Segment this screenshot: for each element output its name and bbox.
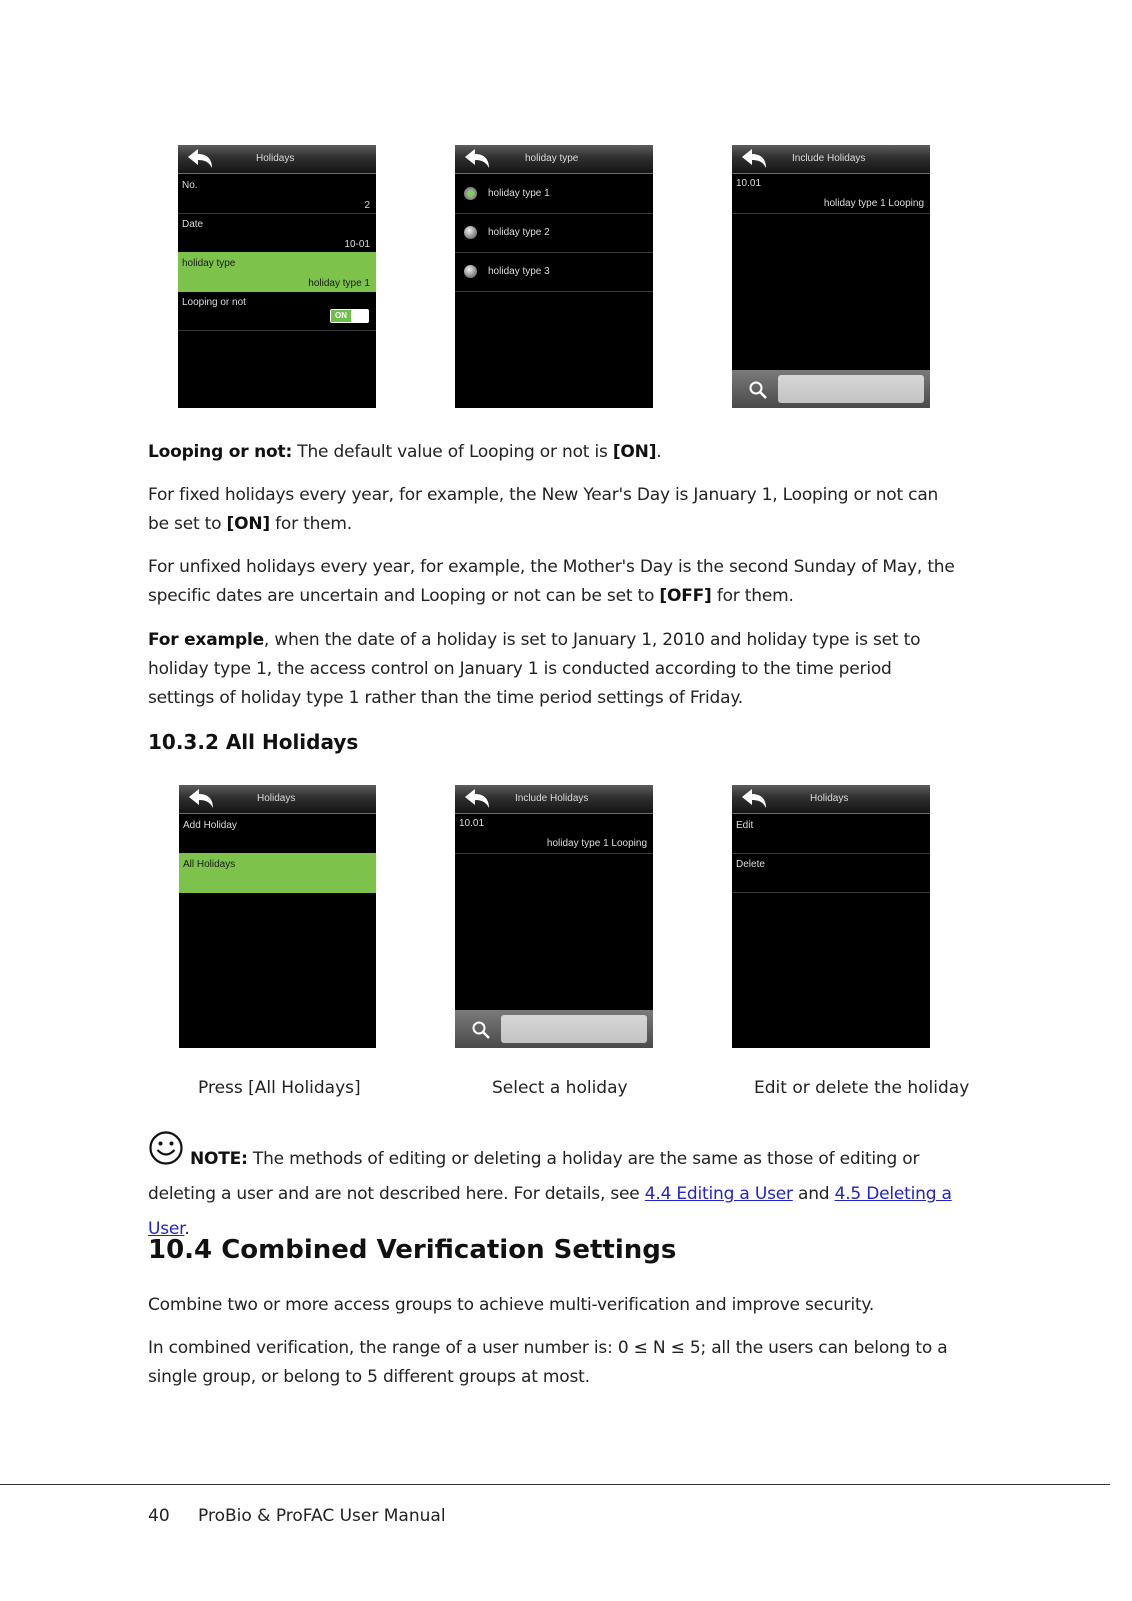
screen-include-holidays [732,145,930,408]
para-bold: For example [148,630,264,650]
holiday-entry[interactable] [732,174,930,214]
toggle-state: ON [331,310,351,322]
para-combine: Combine two or more access groups to achieve multi-verification and improve security. [148,1295,875,1315]
para-example [148,626,962,713]
option-label: holiday type 1 [488,188,550,199]
search-icon[interactable] [471,1020,491,1040]
note-text: The methods of editing or deleting a holiday are the same as those of editing or deleting a user and are not described here. For details, see [148,1149,920,1204]
back-arrow-icon[interactable] [463,788,491,810]
para-text: For fixed holidays every year, for example, the New Year's Day is January 1, Looping or not can be set to [148,485,939,534]
screen-holidays-menu [179,785,376,1048]
screen-title: holiday type [525,153,579,164]
caption-select-holiday: Select a holiday [492,1078,628,1098]
menu-add-holiday[interactable] [179,814,376,854]
back-arrow-icon[interactable] [740,788,768,810]
screen-title: Include Holidays [792,153,866,164]
para-text: , when the date of a holiday is set to January 1, 2010 and holiday type is set to holiday type 1, the access control on January 1 is conducted according to the time period settings of holiday type 1 rather than the time period settings of Friday. [148,630,921,708]
row-no[interactable] [178,174,376,214]
para-looping [148,438,962,467]
back-arrow-icon[interactable] [740,148,768,170]
looping-toggle[interactable] [330,309,369,323]
row-value: 2 [364,200,370,211]
para-value: [ON] [612,442,657,462]
row-label: holiday type [182,258,236,269]
page-number: 40 [148,1506,170,1526]
radio-selected-icon [464,187,477,200]
para-range: In combined verification, the range of a user number is: 0 ≤ N ≤ 5; all the users can belong to a single group, or belong to 5 different groups at most. [148,1338,948,1387]
option-holiday-type-2[interactable] [455,213,653,253]
row-value: holiday type 1 [308,278,370,289]
top-bar [455,145,653,174]
heading-all-holidays: 10.3.2 All Holidays [148,730,359,754]
para-text: For unfixed holidays every year, for example, the Mother's Day is the second Sunday of May, the specific dates are uncertain and Looping or not can be set to [148,557,955,606]
screen-title: Holidays [256,153,295,164]
link-deleting-user[interactable]: 4.5 Deleting a User [148,1184,952,1239]
menu-label: Add Holiday [183,820,237,831]
para-text: for them. [711,586,794,606]
menu-edit[interactable] [732,814,930,854]
radio-icon [464,265,477,278]
caption-edit-delete: Edit or delete the holiday [754,1078,970,1098]
option-holiday-type-3[interactable] [455,252,653,292]
note-text: . [184,1219,190,1239]
para-unfixed [148,553,962,611]
option-holiday-type-1[interactable] [455,174,653,214]
entry-info: holiday type 1 Looping [823,198,924,209]
row-holiday-type[interactable] [178,252,376,292]
row-looping[interactable] [178,291,376,331]
top-bar [732,145,930,174]
option-label: holiday type 2 [488,227,550,238]
para-text: for them. [269,514,352,534]
heading-combined-verification: 10.4 Combined Verification Settings [148,1235,677,1265]
search-bar [732,370,930,408]
note-bold: NOTE: [190,1149,248,1169]
menu-delete[interactable] [732,853,930,893]
menu-label: Delete [736,859,765,870]
screen-holidays-edit-delete [732,785,930,1048]
para-fixed [148,481,962,539]
back-arrow-icon[interactable] [187,788,215,810]
search-bar [455,1010,653,1048]
search-input[interactable] [501,1015,647,1043]
row-label: No. [182,180,198,191]
top-bar [732,785,930,814]
screen-title: Holidays [257,793,296,804]
top-bar [178,145,376,174]
screen-title: Include Holidays [515,793,589,804]
holiday-entry[interactable] [455,814,653,854]
option-label: holiday type 3 [488,266,550,277]
back-arrow-icon[interactable] [186,148,214,170]
menu-label: All Holidays [183,859,236,870]
note-text: and [792,1184,835,1204]
row-label: Date [182,219,204,230]
caption-press-all-holidays: Press [All Holidays] [198,1078,361,1098]
entry-date: 10.01 [459,818,485,829]
footer-title: ProBio & ProFAC User Manual [198,1506,446,1526]
radio-icon [464,226,477,239]
footer-divider [0,1484,1110,1485]
back-arrow-icon[interactable] [463,148,491,170]
screen-title: Holidays [810,793,849,804]
entry-date: 10.01 [736,178,762,189]
menu-all-holidays[interactable] [179,853,376,893]
screen-holiday-type [455,145,653,408]
link-editing-user[interactable]: 4.4 Editing a User [644,1184,793,1204]
row-label: Looping or not [182,297,246,308]
top-bar [455,785,653,814]
para-value: [OFF] [659,586,712,606]
para-value: [ON] [226,514,270,534]
para-text: The default value of Looping or not is [292,442,613,462]
search-icon[interactable] [748,380,768,400]
para-bold: Looping or not: [148,442,293,462]
row-date[interactable] [178,213,376,253]
menu-label: Edit [736,820,754,831]
search-input[interactable] [778,375,924,403]
top-bar [179,785,376,814]
row-value: 10-01 [344,239,370,250]
note [148,1142,962,1247]
entry-info: holiday type 1 Looping [546,838,647,849]
screen-include-holidays-2 [455,785,653,1048]
para-end: . [656,442,662,462]
screen-holidays-edit [178,145,376,408]
